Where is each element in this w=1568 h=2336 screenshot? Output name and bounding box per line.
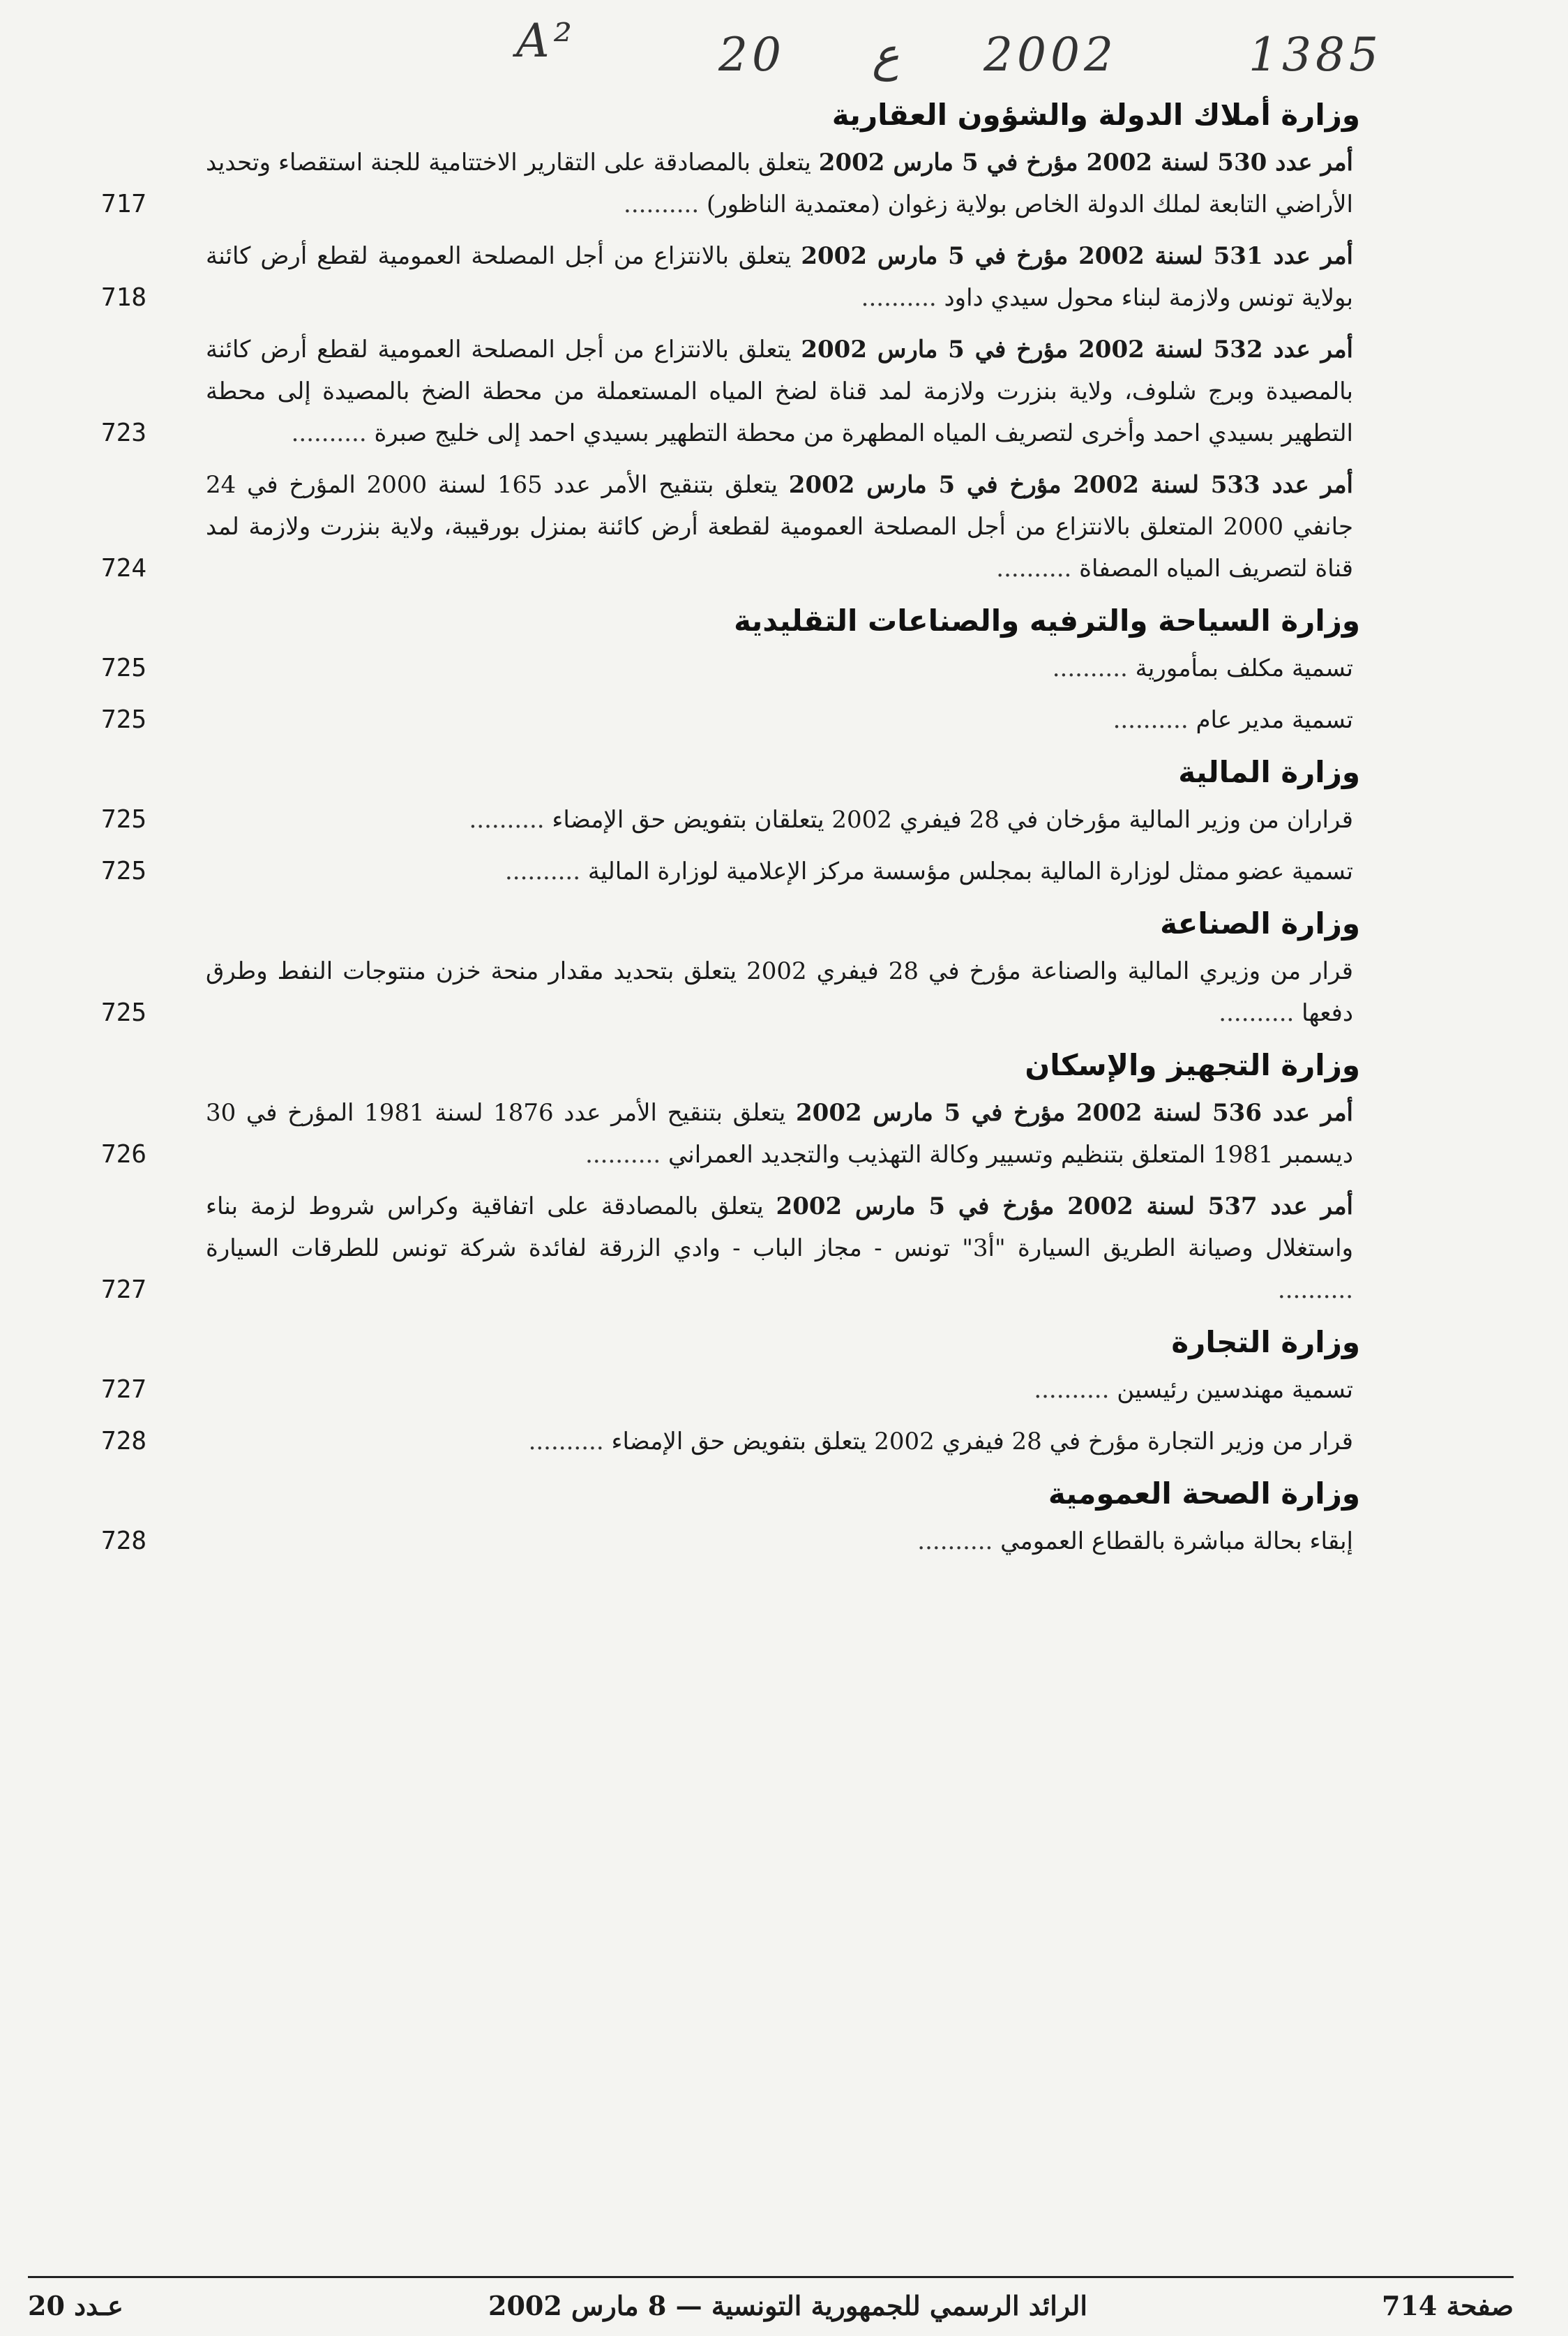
- toc-entry[interactable]: [101, 329, 1354, 454]
- toc-section: [101, 1325, 1360, 1462]
- entry-description: تسمية مهندسين رئيسين: [1117, 1376, 1353, 1404]
- section-title: وزارة الصناعة: [1160, 906, 1360, 941]
- section-title: وزارة أملاك الدولة والشؤون العقارية: [831, 98, 1360, 132]
- toc-section: [101, 1048, 1360, 1311]
- handwritten-mark: A²: [516, 14, 577, 68]
- entry-text: [206, 851, 1353, 892]
- leader-dots: ..........: [1113, 706, 1196, 734]
- toc-entry[interactable]: [101, 1185, 1354, 1311]
- issue-number: عـدد 20: [28, 2290, 123, 2321]
- leader-dots: ..........: [1219, 999, 1302, 1027]
- entry-description: تسمية مكلف بمأمورية: [1135, 654, 1353, 682]
- toc-entry[interactable]: [101, 699, 1353, 741]
- toc-section: [101, 755, 1360, 892]
- toc-entry[interactable]: [101, 235, 1354, 319]
- entry-text: [206, 1369, 1353, 1411]
- entry-lead: أمر عدد 532 لسنة 2002 مؤرخ في 5 مارس 2002: [801, 336, 1354, 364]
- entry-page-number: 725: [101, 654, 147, 682]
- toc-entry[interactable]: [101, 851, 1353, 892]
- entry-page-number: 725: [101, 805, 147, 834]
- entry-description: قراران من وزير المالية مؤرخان في 28 فيفري 2002 يتعلقان بتفويض حق الإمضاء: [552, 806, 1353, 834]
- entry-description: يتعلق بالانتزاع من أجل المصلحة العمومية لقطع أرض كائنة بالمصيدة وبرج شلوف، ولاية بنزرت ولازمة لمد قناة لضخ المياه المستعملة من محطة الضخ بالمصيدة إلى محطة التطهير بسيدي احمد وأخرى لتصريف المياه المطهرة من محطة التطهير بسيدي احمد إلى خليج صبرة: [206, 336, 1353, 447]
- handwritten-annotation: [488, 14, 1430, 91]
- entry-lead: أمر عدد 531 لسنة 2002 مؤرخ في 5 مارس 2002: [801, 242, 1354, 270]
- toc-entry[interactable]: [101, 1092, 1353, 1176]
- entry-page-number: 728: [101, 1427, 147, 1455]
- entry-text: [206, 950, 1353, 1034]
- entry-text: [206, 329, 1353, 454]
- entry-description: إبقاء بحالة مباشرة بالقطاع العمومي: [1000, 1527, 1353, 1555]
- toc-entry[interactable]: [101, 142, 1354, 225]
- toc-entry[interactable]: [101, 1520, 1353, 1562]
- entry-lead: أمر عدد 533 لسنة 2002 مؤرخ في 5 مارس 2002: [788, 471, 1354, 499]
- toc-entry[interactable]: [101, 464, 1354, 590]
- section-title: وزارة التجهيز والإسكان: [1025, 1048, 1360, 1082]
- entry-text: [206, 142, 1353, 225]
- toc-section: [101, 906, 1360, 1034]
- footer-divider: [28, 2276, 1514, 2278]
- entry-text: [206, 1421, 1353, 1462]
- section-title: وزارة المالية: [1178, 755, 1360, 789]
- entry-description: يتعلق بالمصادقة على التقارير الاختتامية للجنة استقصاء وتحديد الأراضي التابعة لملك الدولة الخاص بولاية زغوان (معتمدية الناظور): [206, 149, 1353, 218]
- entry-page-number: 727: [101, 1375, 147, 1404]
- page-number: صفحة 714: [1382, 2290, 1514, 2321]
- entry-description: يتعلق بالانتزاع من أجل المصلحة العمومية لقطع أرض كائنة بولاية تونس ولازمة لبناء محول سيدي داود: [206, 242, 1353, 312]
- leader-dots: ..........: [1277, 1276, 1353, 1304]
- entry-page-number: 723: [101, 419, 147, 447]
- entry-text: [206, 464, 1353, 590]
- entry-page-number: 725: [101, 705, 147, 734]
- leader-dots: ..........: [624, 190, 707, 218]
- table-of-contents: [101, 84, 1360, 1575]
- entry-page-number: 725: [101, 857, 147, 885]
- leader-dots: ..........: [917, 1527, 1001, 1555]
- entry-text: [206, 1520, 1353, 1562]
- entry-page-number: 728: [101, 1527, 147, 1555]
- entry-text: [206, 647, 1353, 689]
- leader-dots: ..........: [585, 1141, 668, 1169]
- handwritten-day: 20: [718, 28, 785, 82]
- leader-dots: ..........: [996, 555, 1080, 583]
- entry-text: [206, 1185, 1353, 1311]
- leader-dots: ..........: [861, 284, 944, 312]
- leader-dots: ..........: [1052, 654, 1136, 682]
- entry-text: [206, 699, 1353, 741]
- entry-text: [206, 235, 1353, 319]
- entry-text: [206, 799, 1353, 841]
- entry-page-number: 727: [101, 1275, 147, 1304]
- entry-description: يتعلق بالمصادقة على اتفاقية وكراس شروط لزمة بناء واستغلال وصيانة الطريق السيارة "أ3" تونس - مجاز الباب - وادي الزرقة لفائدة شركة تونس للطرقات السيارة: [206, 1192, 1354, 1262]
- journal-title: الرائد الرسمي للجمهورية التونسية — 8 مارس 2002: [488, 2290, 1087, 2321]
- leader-dots: ..........: [469, 806, 552, 834]
- toc-entry[interactable]: [101, 950, 1353, 1034]
- section-title: وزارة التجارة: [1171, 1325, 1360, 1359]
- leader-dots: ..........: [528, 1428, 612, 1455]
- toc-section: [101, 604, 1360, 741]
- entry-page-number: 718: [101, 283, 147, 312]
- page-footer: [28, 2290, 1514, 2332]
- handwritten-number: 1385: [1249, 28, 1382, 82]
- toc-section: [101, 1476, 1360, 1562]
- entry-lead: أمر عدد 536 لسنة 2002 مؤرخ في 5 مارس 2002: [796, 1099, 1353, 1127]
- entry-page-number: 724: [101, 554, 147, 583]
- toc-entry[interactable]: [101, 799, 1353, 841]
- entry-description: تسمية مدير عام: [1196, 706, 1353, 734]
- leader-dots: ..........: [1034, 1376, 1117, 1404]
- entry-description: تسمية عضو ممثل لوزارة المالية بمجلس مؤسسة مركز الإعلامية لوزارة المالية: [587, 858, 1353, 885]
- toc-entry[interactable]: [101, 647, 1353, 689]
- section-title: وزارة الصحة العمومية: [1048, 1476, 1360, 1511]
- entry-description: قرار من وزيري المالية والصناعة مؤرخ في 28 فيفري 2002 يتعلق بتحديد مقدار منحة خزن منتوجات النفط وطرق دفعها: [206, 957, 1353, 1027]
- handwritten-year: 2002: [983, 28, 1117, 82]
- leader-dots: ..........: [504, 858, 588, 885]
- entry-lead: أمر عدد 530 لسنة 2002 مؤرخ في 5 مارس 2002: [818, 149, 1354, 177]
- entry-description: قرار من وزير التجارة مؤرخ في 28 فيفري 2002 يتعلق بتفويض حق الإمضاء: [611, 1428, 1353, 1455]
- entry-text: [206, 1092, 1353, 1176]
- entry-description: يتعلق بتنقيح الأمر عدد 165 لسنة 2000 المؤرخ في 24 جانفي 2000 المتعلق بالانتزاع من أجل المصلحة العمومية لقطعة أرض كائنة بمنزل بورقيبة، ولاية بنزرت ولازمة لمد قناة لتصريف المياه المصفاة: [206, 471, 1354, 583]
- leader-dots: ..........: [291, 419, 375, 447]
- toc-entry[interactable]: [101, 1421, 1353, 1462]
- toc-entry[interactable]: [101, 1369, 1353, 1411]
- entry-page-number: 725: [101, 998, 147, 1027]
- entry-page-number: 726: [101, 1140, 147, 1169]
- toc-section: [101, 98, 1360, 590]
- entry-page-number: 717: [101, 190, 147, 218]
- entry-description: يتعلق بتنقيح الأمر عدد 1876 لسنة 1981 المؤرخ في 30 ديسمبر 1981 المتعلق بتنظيم وتسيير وكالة التهذيب والتجديد العمراني: [206, 1099, 1353, 1169]
- handwritten-letter: ع: [872, 28, 900, 82]
- section-title: وزارة السياحة والترفيه والصناعات التقليدية: [734, 604, 1360, 638]
- entry-lead: أمر عدد 537 لسنة 2002 مؤرخ في 5 مارس 2002: [776, 1192, 1353, 1220]
